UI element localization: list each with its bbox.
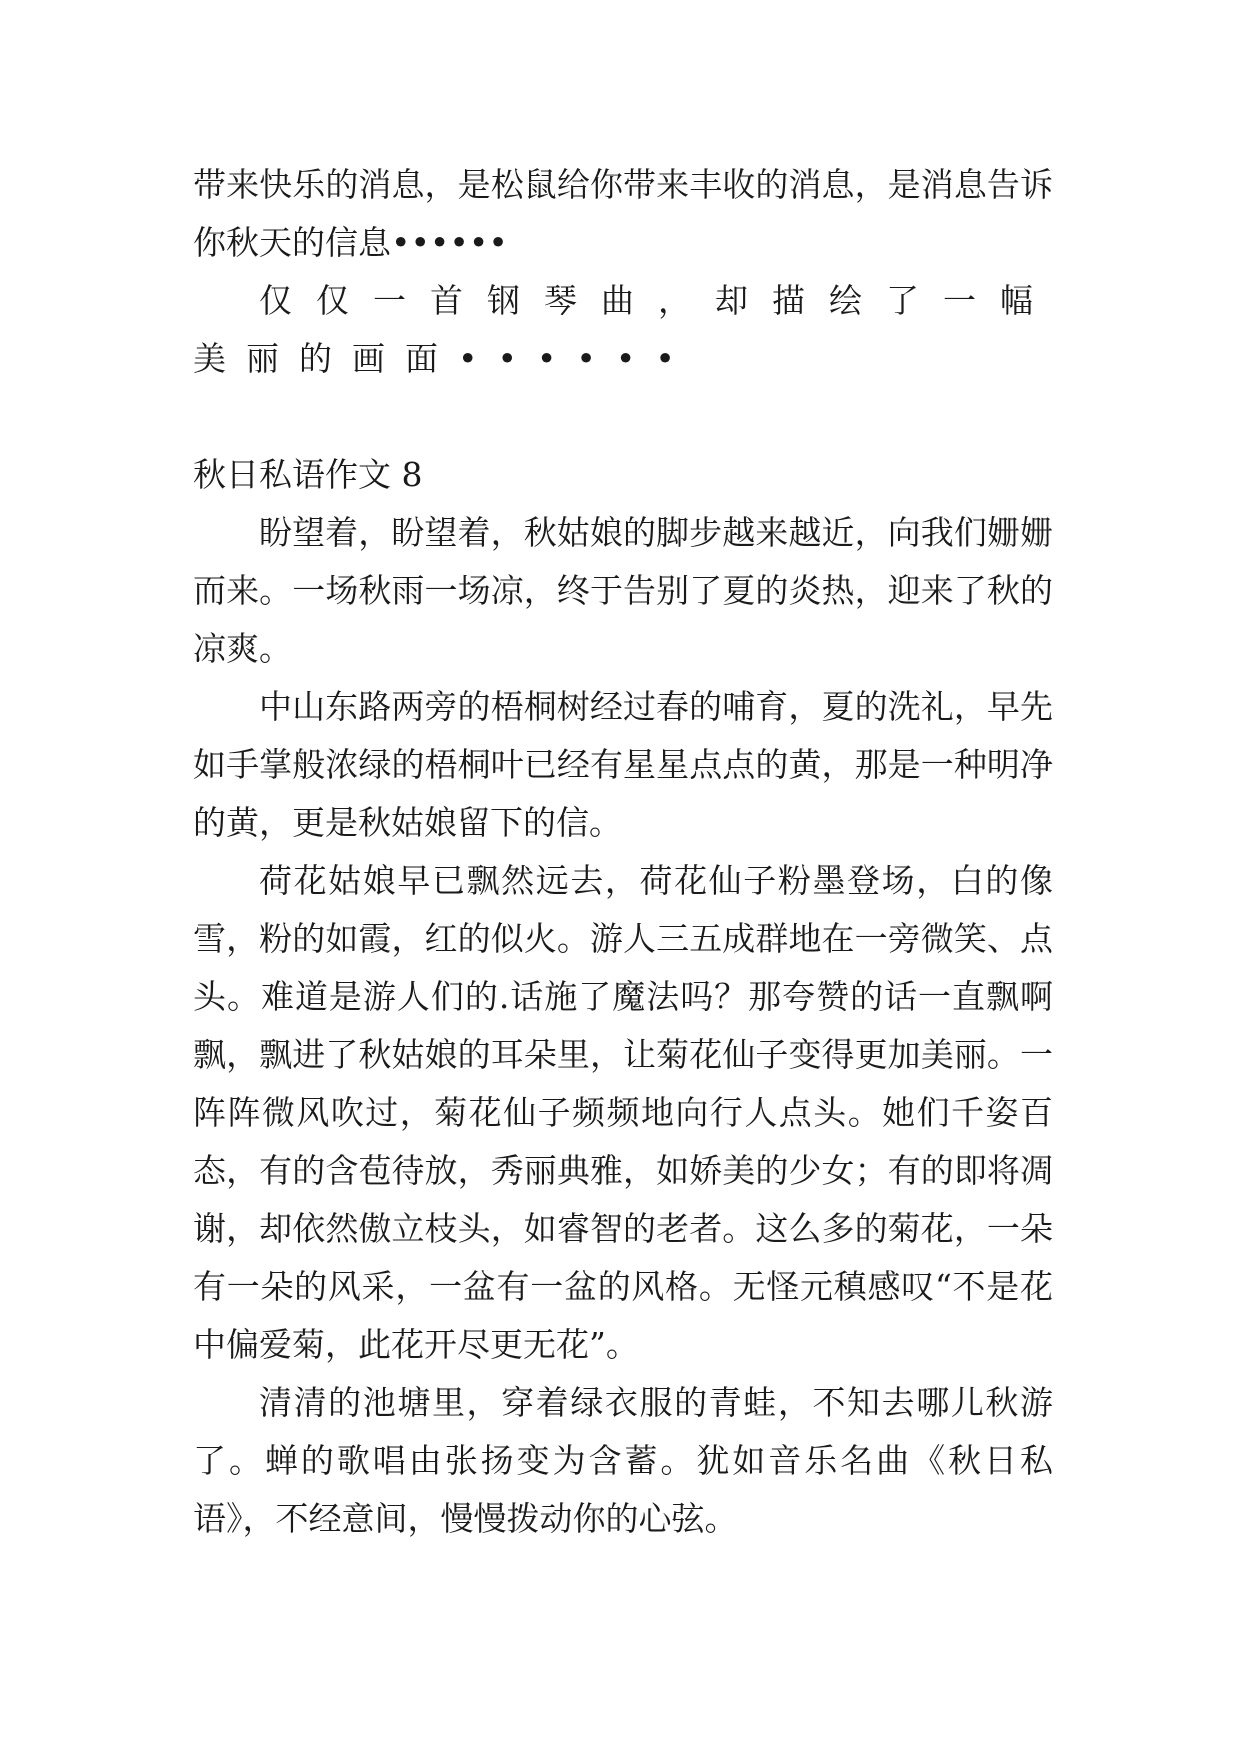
paragraph-pond: 清清的池塘里，穿着绿衣服的青蛙，不知去哪儿秋游了。蝉的歌唱由张扬变为含蓄。犹如音乐名曲《秋日私语》，不经意间，慢慢拨动你的心弦。 — [193, 1383, 1053, 1538]
paragraph-flowers: 荷花姑娘早已飘然远去，荷花仙子粉墨登场，白的像雪，粉的如霞，红的似火。游人三五成群地在一旁微笑、点头。难道是游人们的.话施了魔法吗？那夸赞的话一直飘啊飘，飘进了秋姑娘的耳朵里，让菊花仙子变得更加美丽。一阵阵微风吹过，菊花仙子频频地向行人点头。她们千姿百态，有的含苞待放，秀丽典雅，如娇美的少女；有的即将凋谢，却依然傲立枝头，如睿智的老者。这么多的菊花，一朵有一朵的风采，一盆有一盆的风格。无怪元稹感叹“不是花中偏爱菊，此花开尽更无花”。 — [193, 861, 1053, 1364]
blank-line — [193, 388, 1053, 446]
essay-heading: 秋日私语作文 8 — [193, 455, 423, 494]
paragraph-wutong-trees: 中山东路两旁的梧桐树经过春的哺育，夏的洗礼，早先如手掌般浓绿的梧桐叶已经有星星点点的黄，那是一种明净的黄，更是秋姑娘留下的信。 — [193, 687, 1053, 842]
document-body — [193, 156, 1053, 1548]
paragraph-anticipation: 盼望着，盼望着，秋姑娘的脚步越来越近，向我们姗姗而来。一场秋雨一场凉，终于告别了夏的炎热，迎来了秋的凉爽。 — [193, 513, 1053, 668]
paragraph-piano: 仅仅一首钢琴曲，却描绘了一幅美丽的画面•••••• — [193, 281, 1053, 378]
paragraph-continuation: 带来快乐的消息，是松鼠给你带来丰收的消息，是消息告诉你秋天的信息•••••• — [193, 165, 1053, 262]
